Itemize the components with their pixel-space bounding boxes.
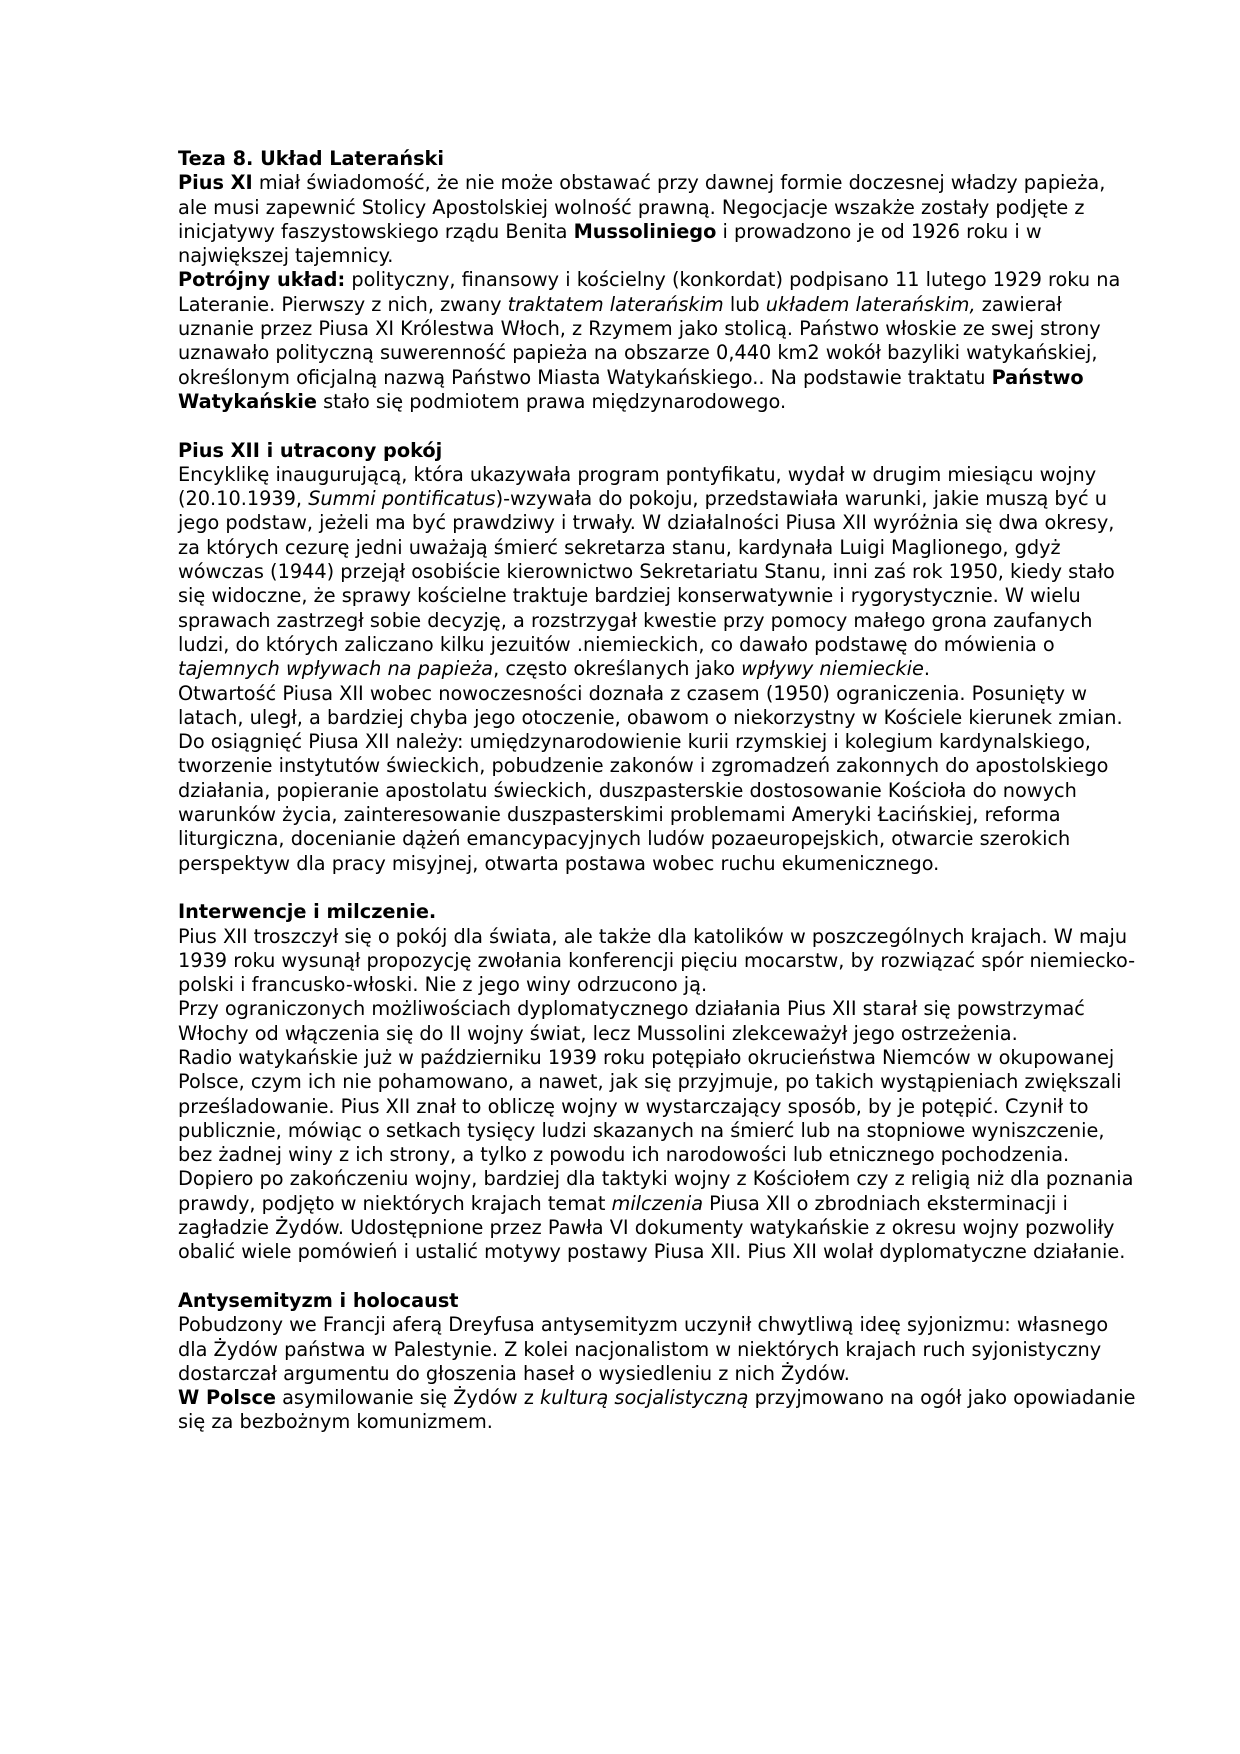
paragraph: Potrójny układ: polityczny, finansowy i kościelny (konkordat) podpisano 11 lutego 1929 roku na Lateranie. Pierwszy z nich, zwany traktatem laterańskim lub układem laterańskim, zawierał uznanie przez Piusa XI Królestwa Włoch, z Rzymem jako stolicą. Państwo włoskie ze swej strony uznawało polityczną suwerenność papieża na obszarze 0,440 km2 wokół bazyliki watykańskiej, określonym oficjalną nazwą Państwo Miasta Watykańskiego.. Na podstawie traktatu Państwo Watykańskie stało się podmiotem prawa międzynarodowego.: [178, 268, 1121, 413]
paragraph: Otwartość Piusa XII wobec nowoczesności doznała z czasem (1950) ograniczenia. Posunięty w latach, uległ, a bardziej chyba jego otoczenie, obawom o niekorzystny w Kościele kierunek zmian.: [178, 681, 1123, 729]
paragraph: W Polsce asymilowanie się Żydów z kulturą socjalistyczną przyjmowano na ogół jako opowiadanie się za bezbożnym komunizmem.: [178, 1386, 1136, 1434]
paragraph: Encyklikę inaugurującą, która ukazywała program pontyfikatu, wydał w drugim miesiącu wojny (20.10.1939, Summi pontificatus)-wzywała do pokoju, przedstawiała warunki, jakie muszą być u jego podstaw, jeżeli ma być prawdziwy i trwały. W działalności Piusa XII wyróżnia się dwa okresy, za których cezurę jedni uważają śmierć sekretarza stanu, kardynała Luigi Maglionego, gdyż wówczas (1944) przejął osobiście kierownictwo Sekretariatu Stanu, inni zaś rok 1950, kiedy stało się widoczne, że sprawy kościelne traktuje bardziej konserwatywnie i rygorystycznie. W wielu sprawach zastrzegł sobie decyzję, a rozstrzygał kwestie przy pomocy małego grona zaufanych ludzi, do których zaliczano kilku jezuitów .niemieckich, co dawało podstawę do mówienia o tajemnych wpływach na papieża, często określanych jako wpływy niemieckie.: [178, 462, 1115, 681]
document-body: [178, 147, 1140, 1435]
section-heading-interventions: Interwencje i milczenie.: [178, 900, 437, 924]
paragraph: Przy ograniczonych możliwościach dyplomatycznego działania Pius XII starał się powstrzymać Włochy od włączenia się do II wojny świat, lecz Mussolini zlekceważył jego ostrzeżenia.: [178, 997, 1085, 1045]
section-heading-antisemitism: Antysemityzm i holocaust: [178, 1288, 459, 1312]
paragraph: Radio watykańskie już w październiku 1939 roku potępiało okrucieństwa Niemców w okupowanej Polsce, czym ich nie pohamowano, a nawet, jak się przyjmuje, po takich wystąpieniach zwiększali prześladowanie. Pius XII znał to obliczę wojny w wystarczający sposób, by je potępić. Czynił to publicznie, mówiąc o setkach tysięcy ludzi skazanych na śmierć lub na stopniowe wyniszczenie, bez żadnej winy z ich strony, a tylko z powodu ich narodowości lub etnicznego pochodzenia.: [178, 1045, 1122, 1167]
paragraph: Pius XI miał świadomość, że nie może obstawać przy dawnej formie doczesnej władzy papieża, ale musi zapewnić Stolicy Apostolskiej wolność prawną. Negocjacje wszakże zostały podjęte z inicjatywy faszystowskiego rządu Benita Mussoliniego i prowadzono je od 1926 roku i w największej tajemnicy.: [178, 171, 1106, 268]
paragraph: Pius XII troszczył się o pokój dla świata, ale także dla katolików w poszczególnych krajach. W maju 1939 roku wysunął propozycję zwołania konferencji pięciu mocarstw, by rozwiązać spór niemiecko-polski i francusko-włoski. Nie z jego winy odrzucono ją.: [178, 924, 1136, 997]
paragraph: Dopiero po zakończeniu wojny, bardziej dla taktyki wojny z Kościołem czy z religią niż dla poznania prawdy, podjęto w niektórych krajach temat milczenia Piusa XII o zbrodniach eksterminacji i zagładzie Żydów. Udostępnione przez Pawła VI dokumenty watykańskie z okresu wojny pozwoliły obalić wiele pomówień i ustalić motywy postawy Piusa XII. Pius XII wolał dyplomatyczne działanie.: [178, 1167, 1134, 1264]
paragraph-spacer: [178, 1265, 1140, 1289]
section-heading-pius-xii: Pius XII i utracony pokój: [178, 438, 443, 462]
paragraph: Pobudzony we Francji aferą Dreyfusa antysemityzm uczynił chwytliwą ideę syjonizmu: własnego dla Żydów państwa w Palestynie. Z kolei nacjonalistom w niektórych krajach ruch syjonistyczny dostarczał argumentu do głoszenia haseł o wysiedleniu z nich Żydów.: [178, 1313, 1109, 1385]
paragraph-spacer: [178, 414, 1140, 438]
section-heading-lateran: Teza 8. Układ Laterański: [178, 147, 444, 170]
paragraph: Do osiągnięć Piusa XII należy: umiędzynarodowienie kurii rzymskiej i kolegium kardynalskiego, tworzenie instytutów świeckich, pobudzenie zakonów i zgromadzeń zakonnych do apostolskiego działania, popieranie apostolatu świeckich, duszpasterskie dostosowanie Kościoła do nowych warunków życia, zainteresowanie duszpasterskimi problemami Ameryki Łacińskiej, reforma liturgiczna, docenianie dążeń emancypacyjnych ludów pozaeuropejskich, otwarcie szerokich perspektyw dla pracy misyjnej, otwarta postawa wobec ruchu ekumenicznego.: [178, 730, 1109, 875]
paragraph-spacer: [178, 876, 1140, 900]
